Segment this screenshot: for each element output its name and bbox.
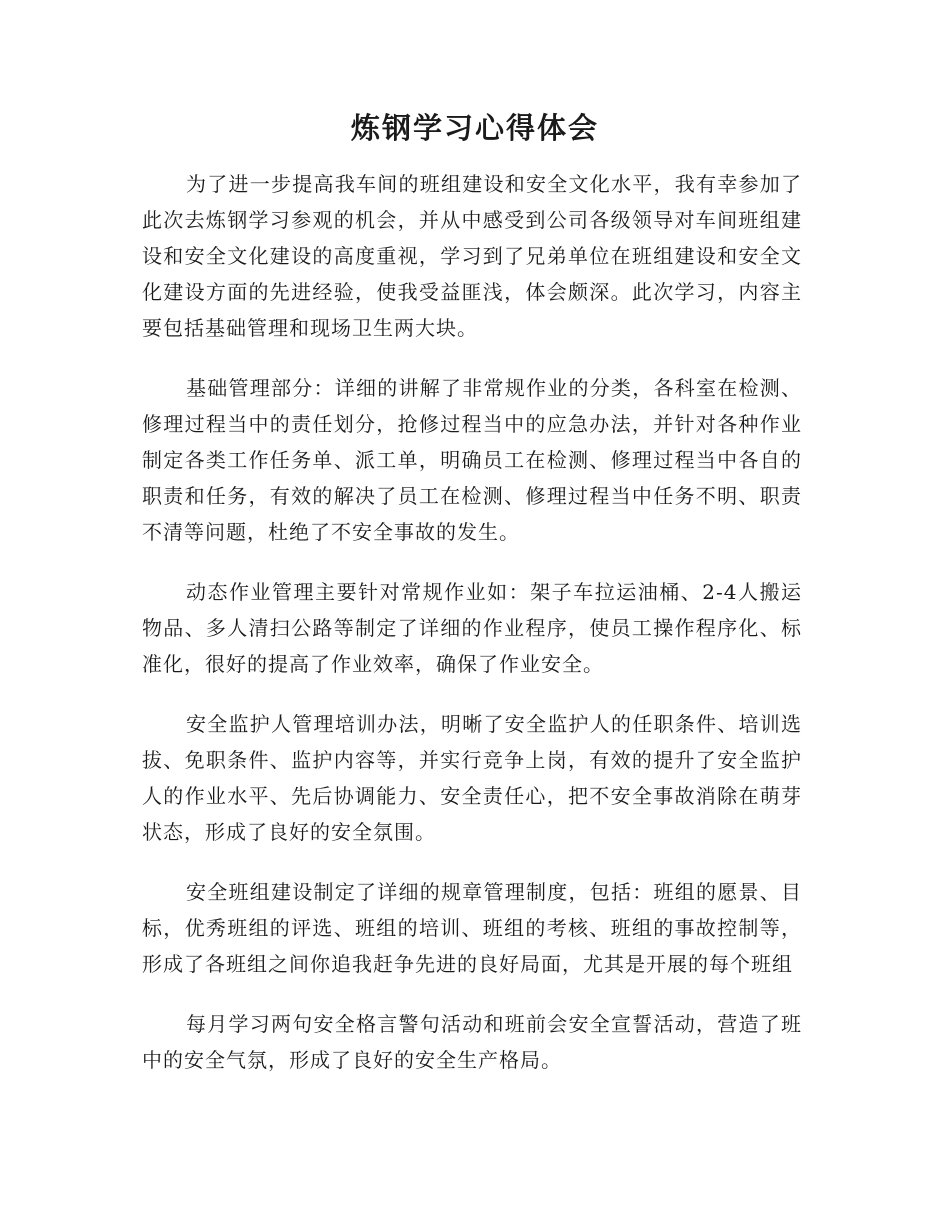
document-body — [142, 166, 802, 1102]
paragraph-1: 为了进一步提高我车间的班组建设和安全文化水平，我有幸参加了此次去炼钢学习参观的机会，并从中感受到公司各级领导对车间班组建设和安全文化建设的高度重视，学习到了兄弟单位在班组建设和安全文化建设方面的先进经验，使我受益匪浅，体会颇深。此次学习，内容主要包括基础管理和现场卫生两大块。 — [142, 172, 802, 340]
paragraph-5: 安全班组建设制定了详细的规章管理制度，包括：班组的愿景、目标，优秀班组的评选、班组的培训、班组的考核、班组的事故控制等，形成了各班组之间你追我赶争先进的良好局面，尤其是开展的每个班组 — [142, 880, 802, 976]
paragraph-2: 基础管理部分：详细的讲解了非常规作业的分类，各科室在检测、修理过程当中的责任划分，抢修过程当中的应急办法，并针对各种作业制定各类工作任务单、派工单，明确员工在检测、修理过程当中各自的职责和任务，有效的解决了员工在检测、修理过程当中任务不明、职责不清等问题，杜绝了不安全事故的发生。 — [142, 376, 802, 544]
paragraph-3: 动态作业管理主要针对常规作业如：架子车拉运油桶、2-4人搬运物品、多人清扫公路等制定了详细的作业程序，使员工操作程序化、标准化，很好的提高了作业效率，确保了作业安全。 — [142, 580, 802, 676]
paragraph-4: 安全监护人管理培训办法，明晰了安全监护人的任职条件、培训选拔、免职条件、监护内容等，并实行竞争上岗，有效的提升了安全监护人的作业水平、先后协调能力、安全责任心，把不安全事故消除在萌芽状态，形成了良好的安全氛围。 — [142, 712, 802, 844]
document-title: 炼钢学习心得体会 — [350, 111, 599, 145]
paragraph-6: 每月学习两句安全格言警句活动和班前会安全宣誓活动，营造了班中的安全气氛，形成了良好的安全生产格局。 — [142, 1012, 802, 1072]
